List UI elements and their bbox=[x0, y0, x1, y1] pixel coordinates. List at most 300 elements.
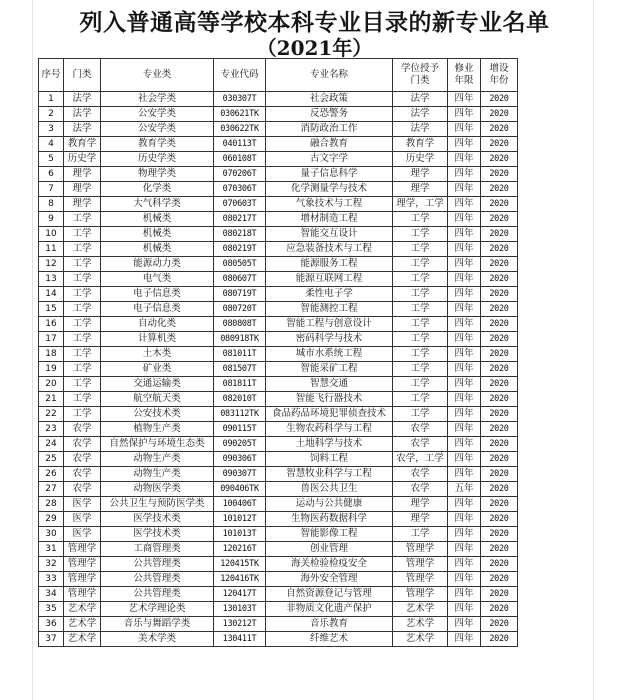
cell-seq: 21 bbox=[39, 392, 64, 407]
cell-class: 机械类 bbox=[101, 242, 214, 257]
cell-name: 食品药品环境犯罪侦查技术 bbox=[266, 407, 393, 422]
cell-name: 能源服务工程 bbox=[266, 257, 393, 272]
cell-duration: 四年 bbox=[448, 527, 481, 542]
cell-code: 080720T bbox=[214, 302, 266, 317]
table-row bbox=[39, 602, 518, 617]
cell-code: 120415TK bbox=[214, 557, 266, 572]
cell-year: 2020 bbox=[481, 362, 518, 377]
cell-year: 2020 bbox=[481, 197, 518, 212]
cell-name: 智能测控工程 bbox=[266, 302, 393, 317]
table-row bbox=[39, 347, 518, 362]
cell-seq: 11 bbox=[39, 242, 64, 257]
header-degree: 学位授予 门类 bbox=[393, 59, 448, 92]
cell-category: 工学 bbox=[64, 272, 101, 287]
cell-code: 060108T bbox=[214, 152, 266, 167]
header-duration: 修业 年限 bbox=[448, 59, 481, 92]
table-row bbox=[39, 512, 518, 527]
cell-degree: 农学，工学 bbox=[393, 452, 448, 467]
cell-category: 农学 bbox=[64, 422, 101, 437]
cell-code: 080505T bbox=[214, 257, 266, 272]
cell-code: 130212T bbox=[214, 617, 266, 632]
cell-category: 医学 bbox=[64, 497, 101, 512]
cell-category: 历史学 bbox=[64, 152, 101, 167]
cell-duration: 四年 bbox=[448, 557, 481, 572]
cell-duration: 四年 bbox=[448, 122, 481, 137]
cell-degree: 管理学 bbox=[393, 542, 448, 557]
table-row bbox=[39, 572, 518, 587]
cell-code: 130103T bbox=[214, 602, 266, 617]
header-name: 专业名称 bbox=[266, 59, 393, 92]
cell-category: 工学 bbox=[64, 227, 101, 242]
cell-class: 能源动力类 bbox=[101, 257, 214, 272]
cell-degree: 工学 bbox=[393, 227, 448, 242]
cell-class: 物理学类 bbox=[101, 167, 214, 182]
table-body bbox=[39, 92, 518, 647]
cell-degree: 工学 bbox=[393, 362, 448, 377]
cell-year: 2020 bbox=[481, 497, 518, 512]
cell-year: 2020 bbox=[481, 182, 518, 197]
table-row bbox=[39, 407, 518, 422]
cell-class: 医学技术类 bbox=[101, 527, 214, 542]
cell-duration: 四年 bbox=[448, 152, 481, 167]
cell-code: 070306T bbox=[214, 182, 266, 197]
cell-category: 理学 bbox=[64, 182, 101, 197]
cell-degree: 农学 bbox=[393, 482, 448, 497]
cell-category: 工学 bbox=[64, 242, 101, 257]
cell-class: 公安学类 bbox=[101, 107, 214, 122]
cell-name: 音乐教育 bbox=[266, 617, 393, 632]
cell-name: 化学测量学与技术 bbox=[266, 182, 393, 197]
cell-class: 航空航天类 bbox=[101, 392, 214, 407]
cell-code: 082010T bbox=[214, 392, 266, 407]
cell-year: 2020 bbox=[481, 587, 518, 602]
cell-name: 气象技术与工程 bbox=[266, 197, 393, 212]
cell-year: 2020 bbox=[481, 212, 518, 227]
cell-degree: 理学 bbox=[393, 167, 448, 182]
cell-year: 2020 bbox=[481, 542, 518, 557]
cell-name: 社会政策 bbox=[266, 92, 393, 107]
header-class: 专业类 bbox=[101, 59, 214, 92]
cell-duration: 四年 bbox=[448, 287, 481, 302]
cell-duration: 四年 bbox=[448, 257, 481, 272]
cell-degree: 农学 bbox=[393, 467, 448, 482]
cell-year: 2020 bbox=[481, 512, 518, 527]
cell-year: 2020 bbox=[481, 122, 518, 137]
cell-duration: 四年 bbox=[448, 617, 481, 632]
cell-code: 101013T bbox=[214, 527, 266, 542]
cell-degree: 工学 bbox=[393, 242, 448, 257]
header-seq: 序号 bbox=[39, 59, 64, 92]
cell-category: 工学 bbox=[64, 377, 101, 392]
cell-year: 2020 bbox=[481, 332, 518, 347]
cell-year: 2020 bbox=[481, 467, 518, 482]
table-row bbox=[39, 482, 518, 497]
cell-class: 动物生产类 bbox=[101, 467, 214, 482]
cell-year: 2020 bbox=[481, 287, 518, 302]
table-row bbox=[39, 212, 518, 227]
cell-code: 030307T bbox=[214, 92, 266, 107]
table-row bbox=[39, 392, 518, 407]
cell-class: 公共管理类 bbox=[101, 557, 214, 572]
table-row bbox=[39, 317, 518, 332]
cell-name: 饲料工程 bbox=[266, 452, 393, 467]
cell-degree: 理学 bbox=[393, 182, 448, 197]
cell-year: 2020 bbox=[481, 227, 518, 242]
cell-year: 2020 bbox=[481, 272, 518, 287]
cell-code: 101012T bbox=[214, 512, 266, 527]
cell-class: 公共管理类 bbox=[101, 587, 214, 602]
cell-duration: 四年 bbox=[448, 182, 481, 197]
cell-duration: 四年 bbox=[448, 272, 481, 287]
table-row bbox=[39, 527, 518, 542]
table-row bbox=[39, 557, 518, 572]
cell-duration: 四年 bbox=[448, 422, 481, 437]
table-row bbox=[39, 497, 518, 512]
cell-class: 公共管理类 bbox=[101, 572, 214, 587]
cell-class: 动物生产类 bbox=[101, 452, 214, 467]
cell-year: 2020 bbox=[481, 107, 518, 122]
table-row bbox=[39, 542, 518, 557]
table-row bbox=[39, 122, 518, 137]
cell-duration: 四年 bbox=[448, 437, 481, 452]
cell-name: 增材制造工程 bbox=[266, 212, 393, 227]
cell-name: 纤维艺术 bbox=[266, 632, 393, 647]
table-row bbox=[39, 302, 518, 317]
cell-duration: 四年 bbox=[448, 197, 481, 212]
cell-class: 社会学类 bbox=[101, 92, 214, 107]
cell-code: 030622TK bbox=[214, 122, 266, 137]
cell-year: 2020 bbox=[481, 257, 518, 272]
cell-category: 农学 bbox=[64, 467, 101, 482]
cell-seq: 24 bbox=[39, 437, 64, 452]
cell-duration: 四年 bbox=[448, 587, 481, 602]
cell-year: 2020 bbox=[481, 572, 518, 587]
cell-seq: 20 bbox=[39, 377, 64, 392]
cell-name: 能源互联网工程 bbox=[266, 272, 393, 287]
cell-code: 080217T bbox=[214, 212, 266, 227]
cell-duration: 四年 bbox=[448, 302, 481, 317]
cell-name: 柔性电子学 bbox=[266, 287, 393, 302]
cell-category: 法学 bbox=[64, 92, 101, 107]
cell-name: 生物农药科学与工程 bbox=[266, 422, 393, 437]
cell-code: 081811T bbox=[214, 377, 266, 392]
cell-name: 融合教育 bbox=[266, 137, 393, 152]
cell-code: 081011T bbox=[214, 347, 266, 362]
cell-duration: 四年 bbox=[448, 572, 481, 587]
cell-name: 非物质文化遗产保护 bbox=[266, 602, 393, 617]
cell-category: 工学 bbox=[64, 302, 101, 317]
cell-degree: 工学 bbox=[393, 317, 448, 332]
header-year: 增设 年份 bbox=[481, 59, 518, 92]
cell-year: 2020 bbox=[481, 302, 518, 317]
cell-duration: 四年 bbox=[448, 392, 481, 407]
cell-category: 工学 bbox=[64, 317, 101, 332]
cell-code: 030621TK bbox=[214, 107, 266, 122]
cell-seq: 26 bbox=[39, 467, 64, 482]
cell-class: 公安学类 bbox=[101, 122, 214, 137]
cell-seq: 33 bbox=[39, 572, 64, 587]
table-row bbox=[39, 182, 518, 197]
cell-seq: 23 bbox=[39, 422, 64, 437]
cell-code: 120416TK bbox=[214, 572, 266, 587]
cell-category: 工学 bbox=[64, 362, 101, 377]
cell-seq: 10 bbox=[39, 227, 64, 242]
cell-class: 电子信息类 bbox=[101, 287, 214, 302]
table-row bbox=[39, 197, 518, 212]
cell-name: 古文字学 bbox=[266, 152, 393, 167]
cell-duration: 四年 bbox=[448, 602, 481, 617]
cell-duration: 四年 bbox=[448, 332, 481, 347]
cell-code: 100406T bbox=[214, 497, 266, 512]
cell-class: 矿业类 bbox=[101, 362, 214, 377]
cell-class: 自然保护与环境生态类 bbox=[101, 437, 214, 452]
cell-category: 农学 bbox=[64, 482, 101, 497]
cell-class: 工商管理类 bbox=[101, 542, 214, 557]
header-code: 专业代码 bbox=[214, 59, 266, 92]
cell-year: 2020 bbox=[481, 167, 518, 182]
table-row bbox=[39, 167, 518, 182]
cell-degree: 工学 bbox=[393, 527, 448, 542]
cell-duration: 四年 bbox=[448, 227, 481, 242]
cell-name: 海关检验检疫安全 bbox=[266, 557, 393, 572]
cell-category: 工学 bbox=[64, 407, 101, 422]
cell-code: 090307T bbox=[214, 467, 266, 482]
cell-duration: 四年 bbox=[448, 347, 481, 362]
cell-seq: 8 bbox=[39, 197, 64, 212]
cell-degree: 艺术学 bbox=[393, 602, 448, 617]
cell-seq: 14 bbox=[39, 287, 64, 302]
cell-seq: 2 bbox=[39, 107, 64, 122]
cell-degree: 教育学 bbox=[393, 137, 448, 152]
cell-degree: 工学 bbox=[393, 347, 448, 362]
cell-category: 艺术学 bbox=[64, 602, 101, 617]
cell-category: 农学 bbox=[64, 452, 101, 467]
cell-year: 2020 bbox=[481, 347, 518, 362]
cell-name: 土地科学与技术 bbox=[266, 437, 393, 452]
cell-category: 工学 bbox=[64, 392, 101, 407]
cell-category: 工学 bbox=[64, 287, 101, 302]
cell-name: 兽医公共卫生 bbox=[266, 482, 393, 497]
cell-name: 创业管理 bbox=[266, 542, 393, 557]
table-row bbox=[39, 617, 518, 632]
cell-seq: 29 bbox=[39, 512, 64, 527]
cell-category: 法学 bbox=[64, 122, 101, 137]
cell-duration: 四年 bbox=[448, 512, 481, 527]
cell-category: 理学 bbox=[64, 197, 101, 212]
cell-class: 艺术学理论类 bbox=[101, 602, 214, 617]
cell-duration: 四年 bbox=[448, 497, 481, 512]
cell-category: 管理学 bbox=[64, 542, 101, 557]
cell-year: 2020 bbox=[481, 452, 518, 467]
cell-degree: 法学 bbox=[393, 92, 448, 107]
cell-duration: 四年 bbox=[448, 362, 481, 377]
cell-degree: 工学 bbox=[393, 212, 448, 227]
cell-category: 工学 bbox=[64, 257, 101, 272]
cell-seq: 17 bbox=[39, 332, 64, 347]
cell-class: 电气类 bbox=[101, 272, 214, 287]
cell-year: 2020 bbox=[481, 407, 518, 422]
cell-name: 智慧牧业科学与工程 bbox=[266, 467, 393, 482]
cell-duration: 四年 bbox=[448, 632, 481, 647]
cell-class: 自动化类 bbox=[101, 317, 214, 332]
table-row bbox=[39, 257, 518, 272]
cell-name: 生物医药数据科学 bbox=[266, 512, 393, 527]
cell-seq: 6 bbox=[39, 167, 64, 182]
cell-degree: 农学 bbox=[393, 437, 448, 452]
cell-degree: 法学 bbox=[393, 107, 448, 122]
cell-duration: 四年 bbox=[448, 92, 481, 107]
cell-class: 机械类 bbox=[101, 212, 214, 227]
cell-class: 机械类 bbox=[101, 227, 214, 242]
cell-degree: 理学，工学 bbox=[393, 197, 448, 212]
cell-year: 2020 bbox=[481, 92, 518, 107]
table-row bbox=[39, 242, 518, 257]
cell-year: 2020 bbox=[481, 242, 518, 257]
table-row bbox=[39, 287, 518, 302]
cell-code: 090115T bbox=[214, 422, 266, 437]
cell-seq: 22 bbox=[39, 407, 64, 422]
cell-duration: 四年 bbox=[448, 137, 481, 152]
cell-name: 智能飞行器技术 bbox=[266, 392, 393, 407]
cell-degree: 农学 bbox=[393, 422, 448, 437]
cell-degree: 理学 bbox=[393, 497, 448, 512]
cell-class: 公共卫生与预防医学类 bbox=[101, 497, 214, 512]
cell-degree: 工学 bbox=[393, 377, 448, 392]
cell-seq: 15 bbox=[39, 302, 64, 317]
cell-degree: 理学 bbox=[393, 512, 448, 527]
cell-year: 2020 bbox=[481, 527, 518, 542]
cell-category: 教育学 bbox=[64, 137, 101, 152]
cell-year: 2020 bbox=[481, 152, 518, 167]
cell-category: 理学 bbox=[64, 167, 101, 182]
table-row bbox=[39, 422, 518, 437]
table-row bbox=[39, 107, 518, 122]
cell-seq: 5 bbox=[39, 152, 64, 167]
cell-duration: 四年 bbox=[448, 167, 481, 182]
table-row bbox=[39, 452, 518, 467]
cell-category: 管理学 bbox=[64, 572, 101, 587]
cell-category: 医学 bbox=[64, 527, 101, 542]
cell-year: 2020 bbox=[481, 557, 518, 572]
cell-duration: 四年 bbox=[448, 377, 481, 392]
cell-name: 智能影像工程 bbox=[266, 527, 393, 542]
table-row bbox=[39, 587, 518, 602]
cell-duration: 四年 bbox=[448, 317, 481, 332]
cell-degree: 工学 bbox=[393, 272, 448, 287]
cell-code: 080808T bbox=[214, 317, 266, 332]
cell-name: 密码科学与技术 bbox=[266, 332, 393, 347]
cell-seq: 35 bbox=[39, 602, 64, 617]
cell-class: 交通运输类 bbox=[101, 377, 214, 392]
cell-category: 法学 bbox=[64, 107, 101, 122]
cell-name: 应急装备技术与工程 bbox=[266, 242, 393, 257]
cell-name: 城市水系统工程 bbox=[266, 347, 393, 362]
cell-code: 083112TK bbox=[214, 407, 266, 422]
cell-name: 智能工程与创意设计 bbox=[266, 317, 393, 332]
cell-seq: 4 bbox=[39, 137, 64, 152]
cell-degree: 历史学 bbox=[393, 152, 448, 167]
table-row bbox=[39, 362, 518, 377]
cell-year: 2020 bbox=[481, 602, 518, 617]
cell-name: 运动与公共健康 bbox=[266, 497, 393, 512]
cell-degree: 工学 bbox=[393, 257, 448, 272]
table-row bbox=[39, 437, 518, 452]
cell-year: 2020 bbox=[481, 632, 518, 647]
cell-seq: 16 bbox=[39, 317, 64, 332]
cell-seq: 19 bbox=[39, 362, 64, 377]
cell-year: 2020 bbox=[481, 377, 518, 392]
page-margin-line bbox=[593, 0, 594, 700]
cell-year: 2020 bbox=[481, 317, 518, 332]
table-row bbox=[39, 377, 518, 392]
cell-degree: 工学 bbox=[393, 287, 448, 302]
cell-seq: 36 bbox=[39, 617, 64, 632]
cell-class: 土木类 bbox=[101, 347, 214, 362]
cell-category: 医学 bbox=[64, 512, 101, 527]
cell-seq: 31 bbox=[39, 542, 64, 557]
cell-code: 040113T bbox=[214, 137, 266, 152]
cell-duration: 四年 bbox=[448, 467, 481, 482]
table-row bbox=[39, 137, 518, 152]
cell-duration: 四年 bbox=[448, 452, 481, 467]
cell-code: 090406TK bbox=[214, 482, 266, 497]
cell-class: 音乐与舞蹈学类 bbox=[101, 617, 214, 632]
cell-code: 120417T bbox=[214, 587, 266, 602]
document-subtitle: （2021年） bbox=[256, 36, 373, 60]
cell-seq: 3 bbox=[39, 122, 64, 137]
cell-seq: 18 bbox=[39, 347, 64, 362]
cell-code: 081507T bbox=[214, 362, 266, 377]
table-row bbox=[39, 152, 518, 167]
cell-seq: 34 bbox=[39, 587, 64, 602]
cell-category: 艺术学 bbox=[64, 632, 101, 647]
cell-degree: 法学 bbox=[393, 122, 448, 137]
cell-code: 080219T bbox=[214, 242, 266, 257]
cell-code: 090205T bbox=[214, 437, 266, 452]
table-row bbox=[39, 632, 518, 647]
table-row bbox=[39, 332, 518, 347]
cell-code: 080607T bbox=[214, 272, 266, 287]
cell-year: 2020 bbox=[481, 422, 518, 437]
cell-degree: 工学 bbox=[393, 302, 448, 317]
cell-year: 2020 bbox=[481, 137, 518, 152]
cell-year: 2020 bbox=[481, 617, 518, 632]
cell-seq: 30 bbox=[39, 527, 64, 542]
table-row bbox=[39, 92, 518, 107]
cell-seq: 7 bbox=[39, 182, 64, 197]
cell-degree: 工学 bbox=[393, 407, 448, 422]
table-row bbox=[39, 272, 518, 287]
cell-name: 智能交互设计 bbox=[266, 227, 393, 242]
document-title: 列入普通高等学校本科专业目录的新专业名单 bbox=[79, 9, 550, 36]
cell-seq: 13 bbox=[39, 272, 64, 287]
cell-name: 智慧交通 bbox=[266, 377, 393, 392]
cell-seq: 12 bbox=[39, 257, 64, 272]
cell-duration: 四年 bbox=[448, 212, 481, 227]
cell-duration: 四年 bbox=[448, 542, 481, 557]
cell-category: 工学 bbox=[64, 347, 101, 362]
cell-degree: 工学 bbox=[393, 332, 448, 347]
cell-year: 2020 bbox=[481, 392, 518, 407]
cell-class: 大气科学类 bbox=[101, 197, 214, 212]
cell-seq: 28 bbox=[39, 497, 64, 512]
cell-class: 医学技术类 bbox=[101, 512, 214, 527]
cell-duration: 四年 bbox=[448, 407, 481, 422]
cell-name: 量子信息科学 bbox=[266, 167, 393, 182]
cell-category: 工学 bbox=[64, 332, 101, 347]
cell-degree: 艺术学 bbox=[393, 617, 448, 632]
cell-class: 化学类 bbox=[101, 182, 214, 197]
